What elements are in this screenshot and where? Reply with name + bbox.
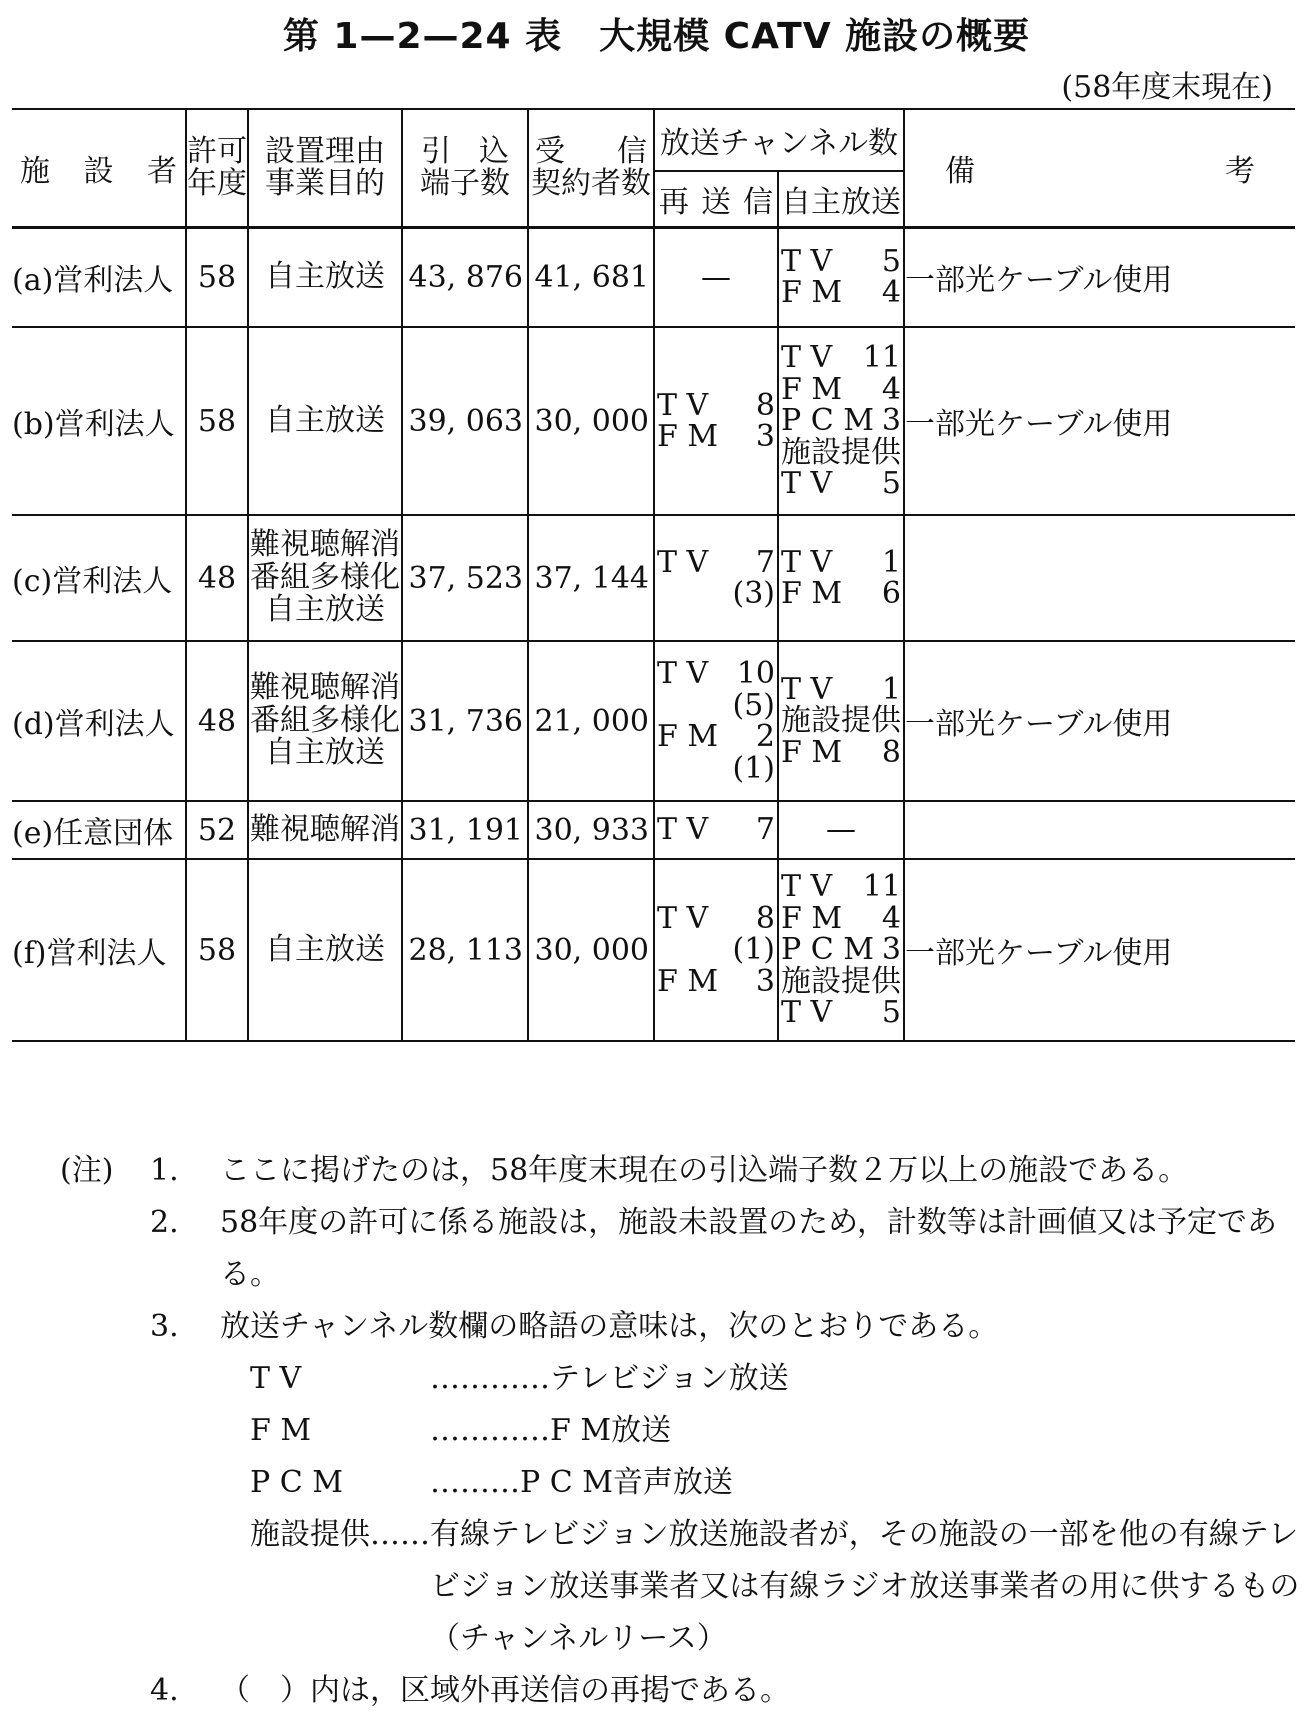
channel-entry <box>657 544 775 580</box>
channel-entry <box>781 934 901 966</box>
cell-remarks: 一部光ケーブル使用 <box>904 227 1295 327</box>
table-row <box>12 641 1295 801</box>
channel-type: T V <box>781 671 833 707</box>
cell-subscribers: 30, 933 <box>528 801 654 859</box>
abbreviation-desc: F M放送 <box>550 1413 672 1448</box>
leader-dots: ………… <box>430 1361 550 1396</box>
cell-retransmission <box>654 641 778 801</box>
channel-type: F M <box>657 419 719 454</box>
cell-remarks <box>904 515 1295 641</box>
channel-type: T V <box>781 995 833 1031</box>
channel-count: 8 <box>755 387 775 423</box>
header-channels: 放送チャンネル数 <box>654 109 904 171</box>
cell-purpose <box>248 641 402 801</box>
cell-remarks: 一部光ケーブル使用 <box>904 641 1295 801</box>
note-text: （ ）内は，区域外再送信の再掲である。 <box>220 1673 790 1708</box>
cell-terminals: 39, 063 <box>402 327 528 515</box>
channel-count: 3 <box>881 403 902 439</box>
channel-entry <box>657 963 775 999</box>
channel-count: 8 <box>755 900 775 936</box>
purpose-line: 難視聴解消 <box>250 527 400 563</box>
cell-purpose <box>248 227 402 327</box>
purpose-line: 難視聴解消 <box>250 670 400 706</box>
table-body <box>12 227 1295 1041</box>
cell-operator: (c)営利法人 <box>12 515 186 641</box>
channel-entry <box>781 405 901 437</box>
header-purpose: 設置理由 事業目的 <box>248 109 402 227</box>
leader-dots: ……… <box>430 1465 520 1500</box>
note-text: 放送チャンネル数欄の略語の意味は，次のとおりである。 <box>220 1309 999 1344</box>
cell-retransmission <box>654 515 778 641</box>
channel-entry <box>657 687 775 723</box>
header-own-broadcast: 自主放送 <box>778 171 904 227</box>
purpose-line: 番組多様化 <box>250 702 400 738</box>
cell-own-broadcast <box>778 227 904 327</box>
channel-count: 4 <box>881 275 902 311</box>
cell-retransmission <box>654 327 778 515</box>
channel-count: 3 <box>881 932 902 968</box>
purpose-line: 自主放送 <box>265 259 385 295</box>
purpose-line: 自主放送 <box>265 402 385 438</box>
note-number: 2. <box>150 1205 179 1240</box>
table-row <box>12 859 1295 1041</box>
abbreviation-key: P C M <box>250 1465 343 1500</box>
channel-entry <box>781 871 901 903</box>
header-permit-year: 許可 年度 <box>186 109 248 227</box>
channel-entry <box>657 421 775 453</box>
channel-count: 3 <box>755 963 775 999</box>
channel-type: F M <box>657 719 719 754</box>
channel-count: 4 <box>881 900 902 936</box>
header-subscribers: 受 信 契約者数 <box>528 109 654 227</box>
empty-dash: — <box>701 259 731 295</box>
empty-dash: — <box>826 812 856 848</box>
table-row <box>12 515 1295 641</box>
as-of-date: (58年度末現在) <box>1061 70 1273 105</box>
cell-operator: (f)営利法人 <box>12 859 186 1041</box>
channel-count: 11 <box>862 869 902 905</box>
channel-type: T V <box>781 869 833 905</box>
note-item <box>60 1301 1300 1353</box>
purpose-line: 自主放送 <box>265 592 385 628</box>
channel-count: 5 <box>881 466 902 502</box>
channel-type: F M <box>781 371 843 407</box>
header-text: 施 <box>20 153 50 189</box>
channel-type: T V <box>657 812 709 848</box>
cell-subscribers: 30, 000 <box>528 859 654 1041</box>
channel-type: T V <box>657 544 709 580</box>
notes <box>60 1145 1300 1717</box>
leader-dots: ………… <box>430 1413 550 1448</box>
note-number: 1. <box>150 1153 179 1188</box>
note-text: ここに掲げたのは，58年度末現在の引込端子数２万以上の施設である。 <box>220 1153 1189 1188</box>
cell-retransmission <box>654 801 778 859</box>
channel-entry <box>657 721 775 753</box>
channel-type: 施設提供 <box>781 434 901 470</box>
channel-entry <box>781 997 901 1029</box>
header-retransmission: 再 送 信 <box>654 171 778 227</box>
channel-count: 11 <box>862 340 902 376</box>
header-operator <box>12 109 186 227</box>
cell-subscribers: 41, 681 <box>528 227 654 327</box>
channel-type: 施設提供 <box>781 703 901 739</box>
channel-entry <box>657 578 775 610</box>
cell-permit-year: 58 <box>186 859 248 1041</box>
purpose-line: 自主放送 <box>265 931 385 967</box>
cell-operator: (d)営利法人 <box>12 641 186 801</box>
channel-entry <box>657 900 775 936</box>
channel-entry <box>657 934 775 966</box>
channel-entry <box>781 243 902 279</box>
channel-count: 5 <box>881 995 902 1031</box>
abbreviation-key: T V <box>250 1361 302 1396</box>
cell-retransmission <box>654 227 778 327</box>
cell-purpose <box>248 515 402 641</box>
note-number: 4. <box>150 1673 179 1708</box>
channel-count: (3) <box>732 576 775 611</box>
channel-type: T V <box>781 340 833 376</box>
channel-entry <box>781 544 902 580</box>
channel-entry <box>781 963 901 999</box>
abbreviation-key: 施設提供 <box>250 1517 370 1552</box>
cell-operator: (e)任意団体 <box>12 801 186 859</box>
channel-entry <box>657 814 775 846</box>
table-row <box>12 327 1295 515</box>
note-text: 58年度の許可に係る施設は，施設未設置のため，計数等は計画値又は予定である。 <box>220 1205 1277 1292</box>
cell-own-broadcast <box>778 859 904 1041</box>
channel-type: P C M <box>781 403 874 439</box>
purpose-line: 難視聴解消 <box>250 811 400 847</box>
channel-entry <box>781 578 901 610</box>
header-text: 者 <box>147 153 177 189</box>
header-text: 設 <box>83 153 114 189</box>
channel-type: T V <box>781 243 833 279</box>
cell-subscribers: 37, 144 <box>528 515 654 641</box>
abbreviation-desc: P C M音声放送 <box>520 1465 733 1500</box>
cell-purpose <box>248 327 402 515</box>
purpose-line: 自主放送 <box>265 735 385 771</box>
cell-terminals: 31, 191 <box>402 801 528 859</box>
channel-entry <box>781 671 902 707</box>
channel-count: 5 <box>881 243 902 279</box>
table-row <box>12 801 1295 859</box>
note-number: 3. <box>150 1309 179 1344</box>
cell-terminals: 43, 876 <box>402 227 528 327</box>
channel-type: P C M <box>781 932 874 968</box>
abbreviation-item <box>60 1457 1300 1509</box>
cell-subscribers: 21, 000 <box>528 641 654 801</box>
cell-operator: (a)営利法人 <box>12 227 186 327</box>
cell-purpose <box>248 801 402 859</box>
cell-operator: (b)営利法人 <box>12 327 186 515</box>
channel-type: T V <box>657 387 709 423</box>
cell-permit-year: 58 <box>186 227 248 327</box>
channel-entry <box>781 734 902 770</box>
channel-type: T V <box>657 656 709 691</box>
channel-type: F M <box>781 734 843 770</box>
channel-count: (5) <box>732 687 775 723</box>
catv-table <box>12 108 1295 1042</box>
header-remarks: 備 考 <box>904 109 1295 227</box>
channel-count: 10 <box>736 656 775 691</box>
channel-count: 1 <box>881 671 902 707</box>
cell-own-broadcast <box>778 515 904 641</box>
header-terminals: 引 込 端子数 <box>402 109 528 227</box>
channel-type: F M <box>781 576 843 611</box>
channel-type: F M <box>781 900 843 936</box>
note-item <box>60 1665 1300 1717</box>
channel-type: T V <box>781 466 833 502</box>
channel-count: 8 <box>881 734 902 770</box>
note-item <box>60 1145 1300 1197</box>
cell-permit-year: 48 <box>186 641 248 801</box>
leader-dots: …… <box>370 1517 430 1552</box>
cell-own-broadcast <box>778 801 904 859</box>
channel-entry <box>657 658 775 690</box>
purpose-line: 番組多様化 <box>250 559 400 595</box>
channel-count: 7 <box>755 812 775 848</box>
abbreviation-item <box>60 1509 1300 1665</box>
channel-count: 7 <box>755 544 775 580</box>
cell-terminals: 28, 113 <box>402 859 528 1041</box>
channel-entry <box>781 277 901 309</box>
cell-own-broadcast <box>778 327 904 515</box>
table-title: 第 1—2—24 表 大規模 CATV 施設の概要 <box>282 16 1031 57</box>
channel-count: 6 <box>881 576 902 611</box>
cell-purpose <box>248 859 402 1041</box>
channel-type: F M <box>781 275 843 311</box>
channel-entry <box>781 900 902 936</box>
cell-retransmission <box>654 859 778 1041</box>
channel-count: (1) <box>732 750 775 786</box>
abbreviation-desc: テレビジョン放送 <box>550 1361 789 1396</box>
abbreviation-item <box>60 1353 1300 1405</box>
cell-own-broadcast <box>778 641 904 801</box>
channel-type: T V <box>781 544 833 580</box>
note-item <box>60 1197 1300 1301</box>
table-row <box>12 227 1295 327</box>
channel-type: T V <box>657 900 709 936</box>
cell-permit-year: 52 <box>186 801 248 859</box>
cell-remarks: 一部光ケーブル使用 <box>904 859 1295 1041</box>
abbreviation-desc: 有線テレビジョン放送施設者が，その施設の一部を他の有線テレビジョン放送事業者又は有線ラジオ放送事業者の用に供するもの（チャンネルリース） <box>430 1517 1300 1656</box>
channel-count: 2 <box>755 719 775 754</box>
channel-entry <box>781 434 901 470</box>
channel-type: F M <box>657 963 719 999</box>
cell-subscribers: 30, 000 <box>528 327 654 515</box>
channel-count: 4 <box>881 371 902 407</box>
cell-remarks: 一部光ケーブル使用 <box>904 327 1295 515</box>
notes-label: (注) <box>60 1153 114 1188</box>
cell-terminals: 31, 736 <box>402 641 528 801</box>
cell-permit-year: 58 <box>186 327 248 515</box>
abbreviation-item <box>60 1405 1300 1457</box>
channel-type: 施設提供 <box>781 963 901 999</box>
channel-count: 1 <box>881 544 902 580</box>
channel-entry <box>781 371 902 407</box>
channel-entry <box>657 387 775 423</box>
channel-count: 3 <box>755 419 775 454</box>
channel-entry <box>657 750 775 786</box>
channel-entry <box>781 342 901 374</box>
channel-entry <box>781 468 901 500</box>
abbreviation-key: F M <box>250 1413 312 1448</box>
channel-count: (1) <box>732 932 775 968</box>
channel-entry <box>781 705 901 737</box>
cell-terminals: 37, 523 <box>402 515 528 641</box>
cell-remarks <box>904 801 1295 859</box>
cell-permit-year: 48 <box>186 515 248 641</box>
